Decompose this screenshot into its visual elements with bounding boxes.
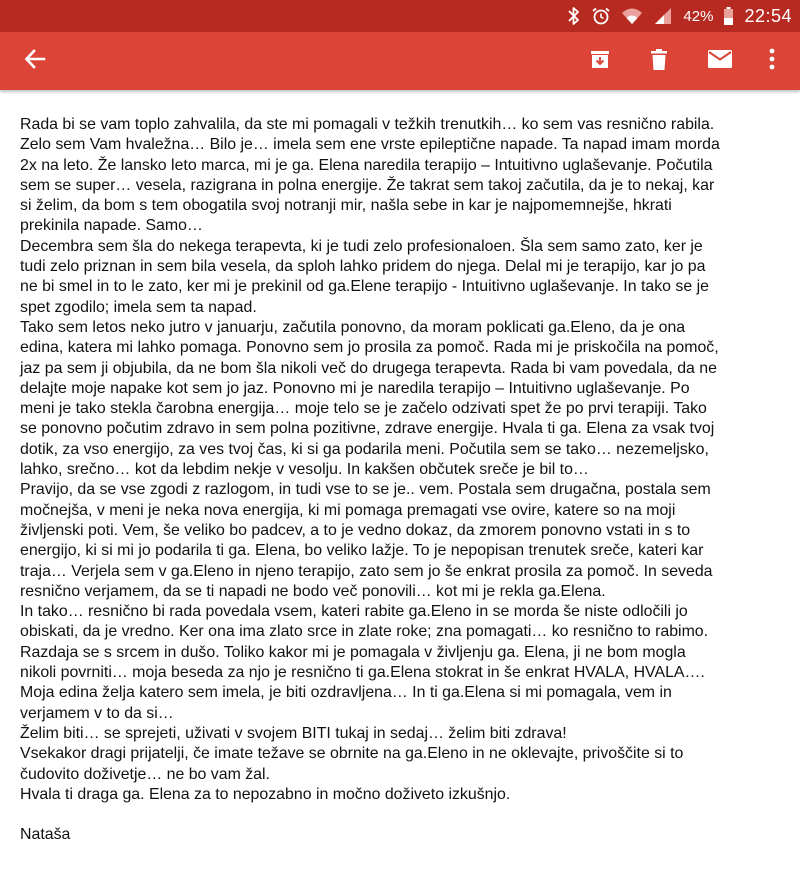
archive-button[interactable] xyxy=(578,32,622,90)
body-line: delajte moje napake kot sem jo jaz. Ponovno mi je naredila terapijo – Intuitivno uglaševanje. Po xyxy=(20,379,690,397)
mail-icon xyxy=(707,49,733,74)
body-line: Razdaja se s srcem in dušo. Toliko kakor mi je pomagala v življenju ga. Elena, ji ne bom mogla xyxy=(20,643,686,661)
mail-button[interactable] xyxy=(698,32,742,90)
body-line: edina, katera mi lahko pomaga. Ponovno sem jo prosila za pomoč. Rada mi je priskočila na pomoč, xyxy=(20,339,719,357)
body-line: Hvala ti draga ga. Elena za to nepozabno in močno doživeto izkušnjo. xyxy=(20,785,511,803)
signal-icon xyxy=(653,6,673,26)
bluetooth-icon xyxy=(567,6,581,26)
body-line: se ponovno počutim zdravo in sem polna pozitivne, zdrave energije. Hvala ti ga. Elena za vsak tvoj xyxy=(20,420,715,438)
wifi-icon xyxy=(621,6,643,26)
body-line: Decembra sem šla do nekega terapevta, ki je tudi zelo profesionaloen. Šla sem samo zato, ker je xyxy=(20,237,703,255)
body-line: dotik, za vso energijo, za ves tvoj čas, ki si ga podarila meni. Počutila sem se tako… nezemeljsko, xyxy=(20,440,709,458)
body-line: življenski poti. Vem, še veliko bo padcev, a to je vedno dokaz, da zmorem ponovno vstati in s to xyxy=(20,521,691,539)
back-button[interactable] xyxy=(13,32,57,90)
body-line: Rada bi se vam toplo zahvalila, da ste mi pomagali v težkih trenutkih… ko sem vas resnično rabila. xyxy=(20,116,715,133)
message-body xyxy=(20,115,790,845)
body-line: si želim, da bom s tem obogatila svoj notranji mir, našla sebe in kar je najpomemnejše, hkrati xyxy=(20,197,672,215)
body-line: prekinila napade. Samo… xyxy=(20,217,203,235)
body-line: 2x na leto. Že lansko leto marca, mi je ga. Elena naredila terapijo – Intuitivno uglaševanje. Počutila xyxy=(20,156,713,174)
delete-icon xyxy=(649,47,669,76)
body-line: čudovito doživetje… ne bo vam žal. xyxy=(20,765,270,783)
body-line: močnejša, v meni je neka nova energija, ki mi pomaga premagati vse ovire, katere so na moji xyxy=(20,501,676,519)
body-line: Moja edina želja katero sem imela, je biti ozdravljena… In ti ga.Elena si mi pomagala, vem in xyxy=(20,684,672,702)
body-line: traja… Verjela sem v ga.Eleno in njeno terapijo, zato sem jo še enkrat prosila za pomoč. In seveda xyxy=(20,562,713,580)
battery-icon xyxy=(723,6,734,26)
body-line: obiskati, da je vredno. Ker ona ima zlato srce in zlate roke; zna pomagati… ko resnično to rabimo. xyxy=(20,623,709,641)
app-toolbar xyxy=(0,32,800,90)
body-line: Vsekakor dragi prijatelji, če imate težave se obrnite na ga.Eleno in ne oklevajte, privoščite si to xyxy=(20,745,684,763)
body-line: Pravijo, da se vse zgodi z razlogom, in tudi vse to se je.. vem. Postala sem drugačna, postala sem xyxy=(20,481,711,499)
body-line: Želim biti… se sprejeti, uživati v svojem BITI tukaj in sedaj… želim biti zdrava! xyxy=(20,724,567,742)
body-line: ne bi smel in to le zato, ker mi je prekinil od ga.Elene terapijo - Intuitivno uglaševanje. In tako se je xyxy=(20,278,709,296)
clock: 22:54 xyxy=(744,5,792,26)
body-line: In tako… resnično bi rada povedala vsem, kateri rabite ga.Eleno in se morda še niste odločili jo xyxy=(20,603,688,621)
more-options-button[interactable] xyxy=(750,32,794,90)
archive-icon xyxy=(588,47,612,76)
body-line: tudi zelo priznan in sem bila vesela, da sploh lahko pridem do njega. Delal mi je terapijo, kar jo pa xyxy=(20,258,706,276)
alarm-icon xyxy=(591,6,611,26)
signature: Nataša xyxy=(20,826,71,844)
body-line: lahko, srečno… kot da lebdim nekje v vesolju. In kakšen občutek sreče je bil to… xyxy=(20,461,589,479)
status-icons xyxy=(567,0,792,32)
body-line: nikoli povrniti… moja beseda za njo je resnično ti ga.Elena stokrat in še enkrat HVALA, HVALA…. xyxy=(20,664,705,682)
body-line: meni je tako stekla čarobna energija… moje telo se je začelo odzivati spet že po prvi terapiji. Tako xyxy=(20,400,707,418)
body-line: Zelo sem Vam hvaležna… Bilo je… imela sem ene vrste epileptične napade. Ta napad imam morda xyxy=(20,136,720,154)
delete-button[interactable] xyxy=(637,32,681,90)
body-line: Tako sem letos neko jutro v januarju, začutila ponovno, da moram poklicati ga.Eleno, da je ona xyxy=(20,318,686,336)
body-line: verjamem v to da si… xyxy=(20,704,174,722)
body-line: energijo, ki si mi jo podarila ti ga. Elena, bo veliko lažje. To je nepopisan trenutek sreče, kateri kar xyxy=(20,542,704,560)
body-line: resnično verjamem, da se ti napadi ne bodo več ponovili… kot mi je rekla ga.Elena. xyxy=(20,582,606,600)
body-line: sem se super… vesela, razigrana in polna energije. Že takrat sem takoj začutila, da je to nekaj, kar xyxy=(20,176,715,194)
more-vert-icon xyxy=(769,48,775,75)
status-bar xyxy=(0,0,800,32)
body-line: spet zgodilo; imela sem ta napad. xyxy=(20,298,257,316)
body-line: jaz pa sem ji objubila, da ne bom šla nikoli več do drugega terapevta. Rada bi vam povedala, da ne xyxy=(20,359,717,377)
back-arrow-icon xyxy=(24,48,46,75)
battery-percent: 42% xyxy=(683,7,714,25)
